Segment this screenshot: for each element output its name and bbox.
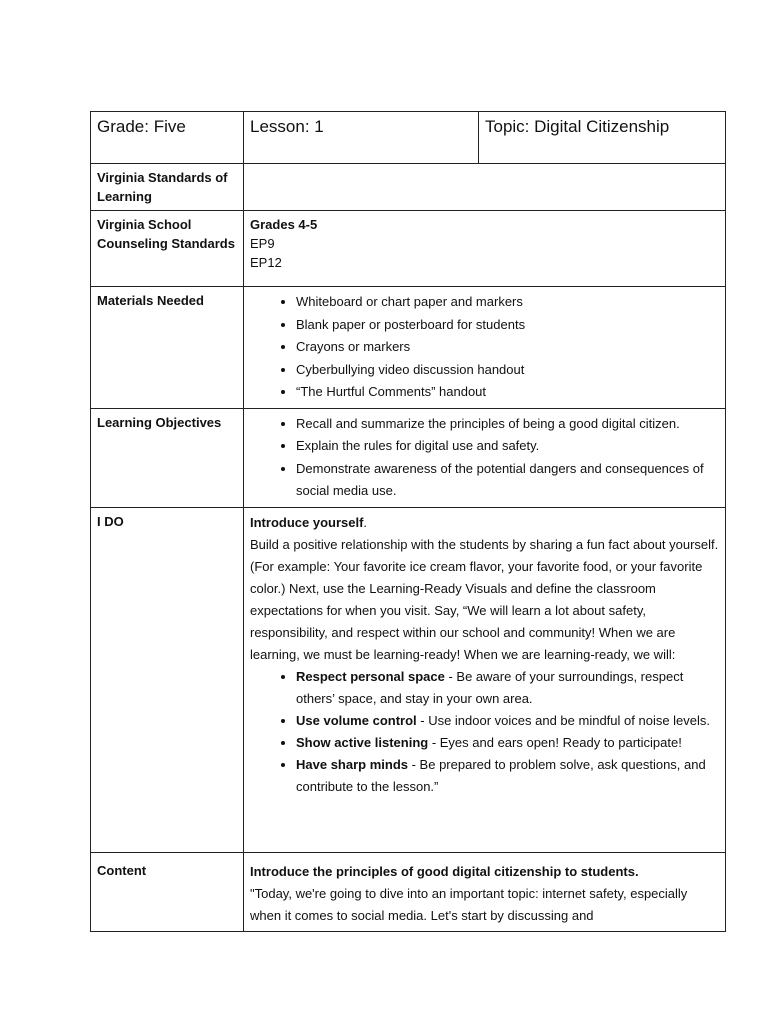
ido-row — [91, 507, 726, 852]
ido-intro-bold: Introduce yourself — [250, 514, 364, 530]
topic-cell: Topic: Digital Citizenship — [479, 112, 726, 164]
ido-intro-tail: . — [363, 514, 368, 530]
content-heading: Introduce the principles of good digital citizenship to students. — [250, 863, 639, 879]
header-row — [91, 112, 726, 164]
objectives-list — [250, 413, 719, 503]
ido-label: I DO — [91, 507, 244, 852]
list-item — [296, 710, 719, 732]
list-item — [296, 754, 719, 798]
vsol-row — [91, 164, 726, 211]
vscs-line: Grades 4-5 — [250, 217, 318, 232]
lesson-plan-table — [90, 111, 726, 932]
content-text: "Today, we're going to dive into an important topic: internet safety, especially when it comes to social media. Let's start by discussing and — [250, 885, 688, 923]
content-label: Content — [91, 852, 244, 931]
content-row — [91, 852, 726, 931]
vscs-line: EP9 — [250, 236, 275, 251]
item-text: - Be aware of your surroundings, respect others’ space, and stay in your own area. — [296, 668, 684, 706]
lesson-cell: Lesson: 1 — [244, 112, 479, 164]
item-bold: Respect personal space — [296, 668, 445, 684]
item-text: - Eyes and ears open! Ready to participate! — [428, 734, 682, 750]
item-text: - Be prepared to problem solve, ask questions, and contribute to the lesson.” — [296, 756, 706, 794]
item-text: - Use indoor voices and be mindful of noise levels. — [416, 712, 711, 728]
materials-list — [250, 291, 719, 404]
ido-expectations-list — [250, 666, 719, 798]
item-bold: Show active listening — [296, 734, 429, 750]
ido-value — [244, 507, 726, 852]
content-value — [244, 852, 726, 931]
spacer — [250, 798, 719, 830]
objectives-label: Learning Objectives — [91, 408, 244, 507]
materials-value — [244, 287, 726, 409]
list-item: • Crayons or markers — [296, 336, 719, 359]
list-item — [296, 732, 719, 754]
vscs-line: EP12 — [250, 255, 282, 270]
list-item: • Recall and summarize the principles of being a good digital citizen. — [296, 413, 719, 436]
list-item: • Whiteboard or chart paper and markers — [296, 291, 719, 314]
materials-row — [91, 287, 726, 409]
vscs-row — [91, 211, 726, 287]
objectives-value — [244, 408, 726, 507]
list-item: • Blank paper or posterboard for students — [296, 314, 719, 337]
vscs-label: Virginia School Counseling Standards — [91, 211, 244, 287]
grade-cell: Grade: Five — [91, 112, 244, 164]
vscs-value — [244, 211, 726, 287]
list-item: • “The Hurtful Comments” handout — [296, 381, 719, 404]
vsol-value — [244, 164, 726, 211]
item-bold: Use volume control — [296, 712, 417, 728]
list-item: • Demonstrate awareness of the potential dangers and consequences of social media use. — [296, 458, 719, 503]
item-bold: Have sharp minds — [296, 756, 408, 772]
list-item: • Explain the rules for digital use and safety. — [296, 435, 719, 458]
ido-paragraph: Build a positive relationship with the students by sharing a fun fact about yourself. (For example: Your favorite ice cream flavor, your favorite food, or your favorite color.) Next, use the Learning-Ready Visuals and define the classroom expectations for when you visit. Say, “We will learn a lot about safety, responsibility, and respect within our school and community! When we are learning, we must be learning-ready! When we are learning-ready, we will: — [250, 536, 719, 662]
ido-intro — [250, 512, 719, 534]
objectives-row — [91, 408, 726, 507]
vsol-label: Virginia Standards of Learning — [91, 164, 244, 211]
materials-label: Materials Needed — [91, 287, 244, 409]
list-item: • Cyberbullying video discussion handout — [296, 359, 719, 382]
list-item — [296, 666, 719, 710]
